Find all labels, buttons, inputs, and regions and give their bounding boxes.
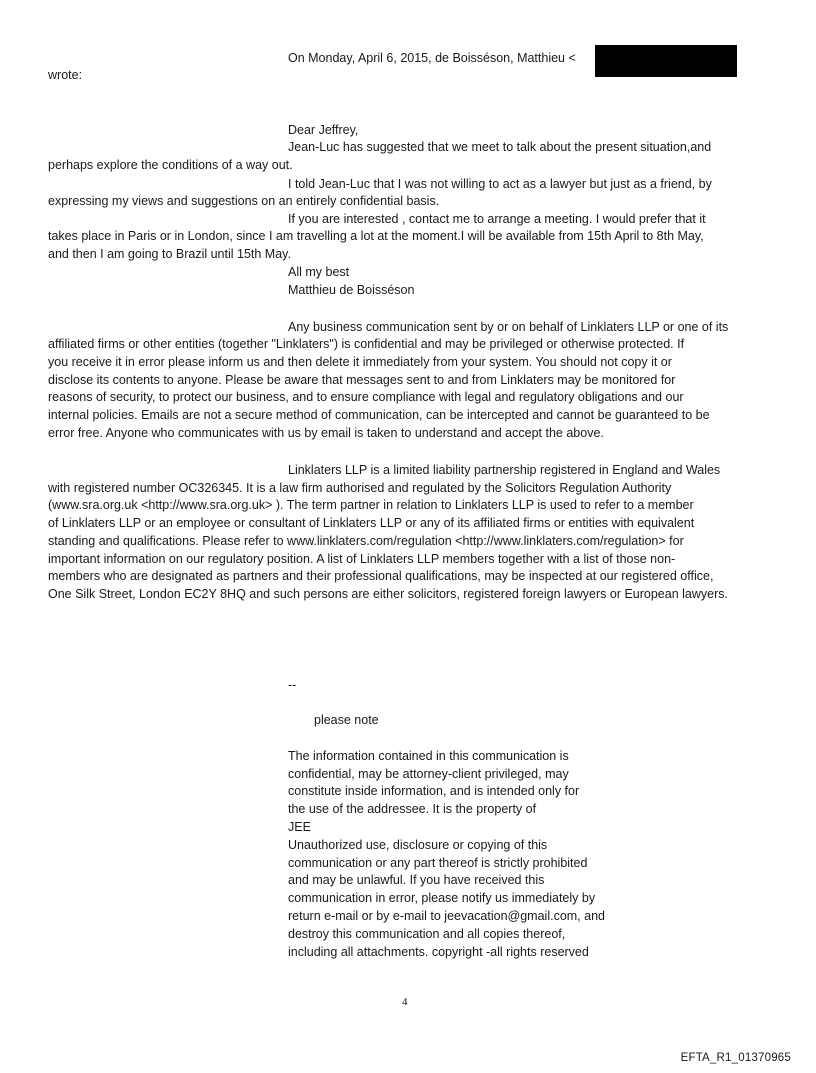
disclaimer-line: you receive it in error please inform us and then delete it immediately from your system. You should not copy it or [48, 355, 672, 369]
confidentiality-line: destroy this communication and all copies thereof, [288, 927, 566, 941]
email-header-wrote: wrote: [48, 68, 83, 82]
redaction-box [595, 45, 737, 77]
message-line: I told Jean-Luc that I was not willing to act as a lawyer but just as a friend, by [288, 177, 712, 191]
disclaimer-line: Any business communication sent by or on behalf of Linklaters LLP or one of its [288, 320, 729, 334]
confidentiality-line: JEE [288, 820, 311, 834]
signature-separator: -- [288, 678, 297, 692]
disclaimer-line: affiliated firms or other entities (together "Linklaters") is confidential and may be privileged or otherwise protected. If [48, 337, 685, 351]
disclaimer-line: disclose its contents to anyone. Please be aware that messages sent to and from Linklaters may be monitored for [48, 373, 676, 387]
confidentiality-line: communication or any part thereof is strictly prohibited [288, 856, 588, 870]
message-line: If you are interested , contact me to arrange a meeting. I would prefer that it [288, 212, 706, 226]
registration-line: standing and qualifications. Please refer to www.linklaters.com/regulation <http://www.linklaters.com/regulation> for [48, 534, 684, 548]
disclaimer-line: error free. Anyone who communicates with us by email is taken to understand and accept the above. [48, 426, 604, 440]
confidentiality-line: and may be unlawful. If you have received this [288, 873, 545, 887]
registration-line: (www.sra.org.uk <http://www.sra.org.uk> ). The term partner in relation to Linklaters LLP is used to refer to a member [48, 498, 694, 512]
message-line: Jean-Luc has suggested that we meet to talk about the present situation,and [288, 140, 712, 154]
confidentiality-line: constitute inside information, and is intended only for [288, 784, 580, 798]
page-number: 4 [402, 996, 408, 1008]
document-id-footer: EFTA_R1_01370965 [680, 1052, 791, 1064]
greeting: Dear Jeffrey, [288, 123, 359, 137]
closing: All my best [288, 265, 350, 279]
message-line: takes place in Paris or in London, since I am travelling a lot at the moment.I will be available from 15th April to 8th May, [48, 229, 704, 243]
confidentiality-line: including all attachments. copyright -all rights reserved [288, 945, 589, 959]
registration-line: Linklaters LLP is a limited liability partnership registered in England and Wales [288, 463, 721, 477]
confidentiality-line: confidential, may be attorney-client privileged, may [288, 767, 569, 781]
message-line: expressing my views and suggestions on an entirely confidential basis. [48, 194, 440, 208]
message-line: perhaps explore the conditions of a way out. [48, 158, 293, 172]
confidentiality-line: the use of the addressee. It is the property of [288, 802, 537, 816]
registration-line: members who are designated as partners and their professional qualifications, may be inspected at our registered office, [48, 569, 714, 583]
signature: Matthieu de Boisséson [288, 283, 415, 297]
registration-line: of Linklaters LLP or an employee or consultant of Linklaters LLP or any of its affiliated firms or entities with equivalent [48, 516, 695, 530]
disclaimer-line: internal policies. Emails are not a secure method of communication, can be intercepted and cannot be guaranteed to be [48, 408, 710, 422]
email-header-line: On Monday, April 6, 2015, de Boisséson, Matthieu < [288, 51, 576, 65]
disclaimer-line: reasons of security, to protect our business, and to ensure compliance with legal and regulatory obligations and our [48, 390, 684, 404]
confidentiality-line: The information contained in this communication is [288, 749, 569, 763]
confidentiality-line: communication in error, please notify us immediately by [288, 891, 596, 905]
please-note-label: please note [314, 713, 379, 727]
registration-line: with registered number OC326345. It is a law firm authorised and regulated by the Solicitors Regulation Authority [48, 481, 672, 495]
message-line: and then I am going to Brazil until 15th May. [48, 247, 291, 261]
registration-line: important information on our regulatory position. A list of Linklaters LLP members together with a list of those non- [48, 552, 676, 566]
confidentiality-line: Unauthorized use, disclosure or copying of this [288, 838, 548, 852]
confidentiality-line: return e-mail or by e-mail to jeevacation@gmail.com, and [288, 909, 605, 923]
registration-line: One Silk Street, London EC2Y 8HQ and such persons are either solicitors, registered foreign lawyers or European lawyers. [48, 587, 728, 601]
